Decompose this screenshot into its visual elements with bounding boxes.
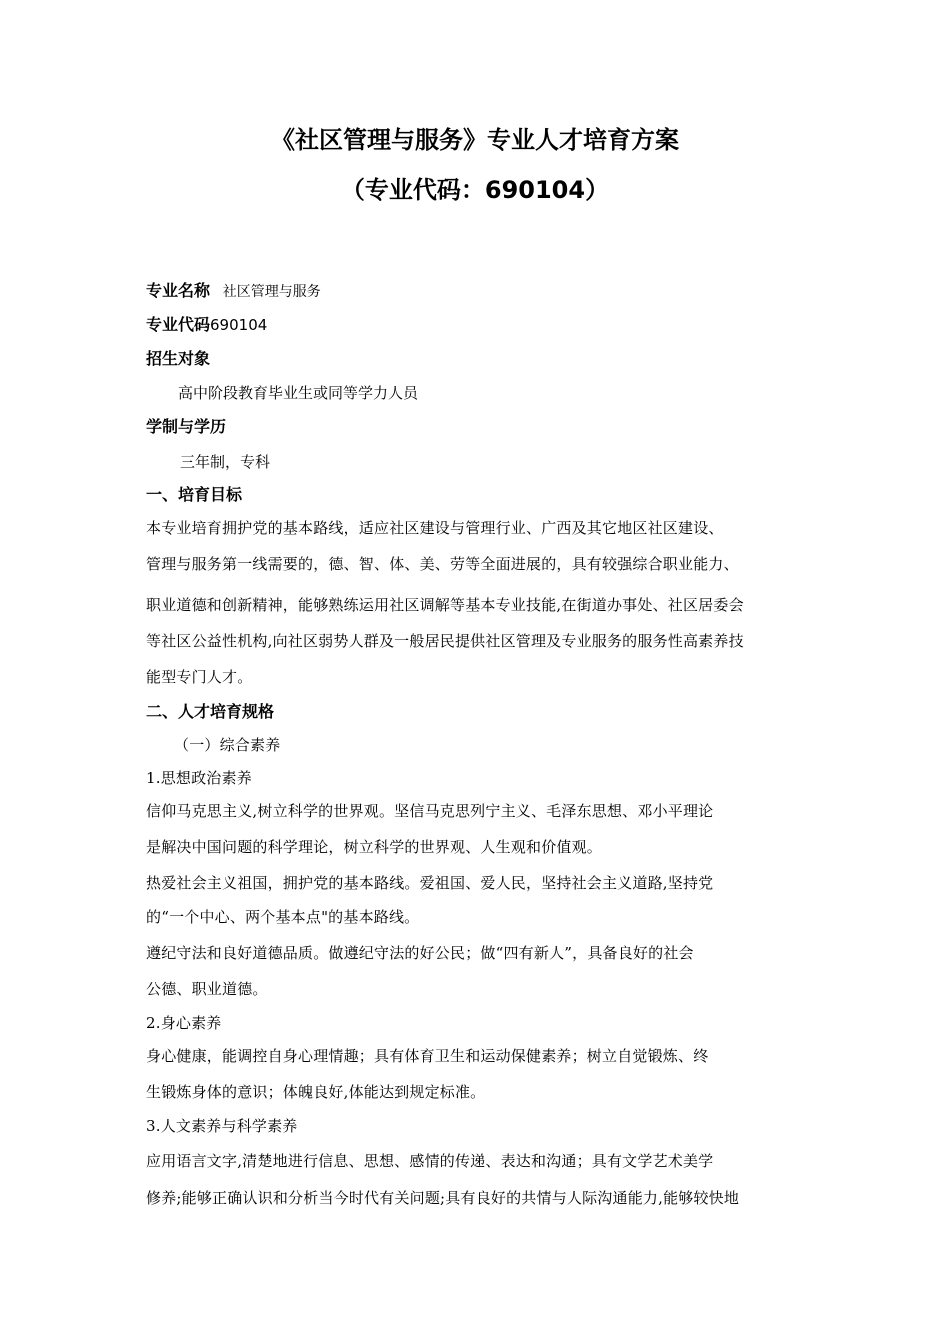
item1-p1-line-1: 信仰马克思主义,树立科学的世界观。坚信马克思列宁主义、毛泽东思想、邓小平理论 — [146, 802, 714, 820]
item2-p1-line-2: 生锻炼身体的意识；体魄良好,体能达到规定标准。 — [146, 1083, 486, 1101]
major-name-value: 社区管理与服务 — [222, 284, 321, 300]
enroll-value: 高中阶段教育毕业生或同等学力人员 — [178, 384, 419, 402]
section1-line-1: 本专业培育拥护党的基本路线，适应社区建设与管理行业、广西及其它地区社区建设、 — [146, 519, 724, 537]
major-name-row — [146, 280, 321, 303]
item1-p3-line-2: 公德、职业道德。 — [146, 980, 268, 998]
document-subtitle: （专业代码：690104） — [340, 176, 610, 204]
major-code-value: 690104 — [210, 316, 268, 334]
duration-label: 学制与学历 — [146, 417, 227, 436]
enroll-label: 招生对象 — [146, 349, 211, 368]
item1-p3-line-1: 遵纪守法和良好道德品质。做遵纪守法的好公民；做“四有新人”，具备良好的社会 — [146, 944, 694, 962]
section2-sub1: （一）综合素养 — [174, 736, 281, 754]
section2-heading: 二、人才培育规格 — [146, 702, 275, 721]
major-name-label: 专业名称 — [146, 281, 211, 300]
major-code-label: 专业代码 — [146, 315, 211, 334]
item2-p1-line-1: 身心健康，能调控自身心理情趣；具有体育卫生和运动保健素养；树立自觉锻炼、终 — [146, 1047, 709, 1065]
section1-line-3: 职业道德和创新精神，能够熟练运用社区调解等基本专业技能,在街道办事处、社区居委会 — [146, 596, 744, 614]
item1-p2-line-1: 热爱社会主义祖国，拥护党的基本路线。爱祖国、爱人民，坚持社会主义道路,坚持党 — [146, 874, 714, 892]
item1-p2-line-2: 的“一个中心、两个基本点"的基本路线。 — [146, 908, 420, 926]
item3-title: 3.人文素养与科学素养 — [146, 1117, 298, 1135]
section1-line-4: 等社区公益性机构,向社区弱势人群及一般居民提供社区管理及专业服务的服务性高素养技 — [146, 632, 744, 650]
item1-title: 1.思想政治素养 — [146, 769, 252, 787]
section1-line-2: 管理与服务第一线需要的，德、智、体、美、劳等全面进展的，具有较强综合职业能力、 — [146, 555, 739, 573]
major-code-row — [146, 314, 267, 336]
item3-p1-line-2: 修养;能够正确认识和分析当今时代有关问题;具有良好的共情与人际沟通能力,能够较快地 — [146, 1189, 740, 1207]
document-title: 《社区管理与服务》专业人才培育方案 — [271, 126, 679, 154]
duration-value: 三年制，专科 — [180, 453, 271, 471]
item3-p1-line-1: 应用语言文字,清楚地进行信息、思想、感情的传递、表达和沟通；具有文学艺术美学 — [146, 1152, 714, 1170]
section1-heading: 一、培育目标 — [146, 485, 243, 504]
item1-p1-line-2: 是解决中国问题的科学理论，树立科学的世界观、人生观和价值观。 — [146, 838, 603, 856]
section1-line-5: 能型专门人才。 — [146, 668, 253, 686]
item2-title: 2.身心素养 — [146, 1014, 222, 1032]
